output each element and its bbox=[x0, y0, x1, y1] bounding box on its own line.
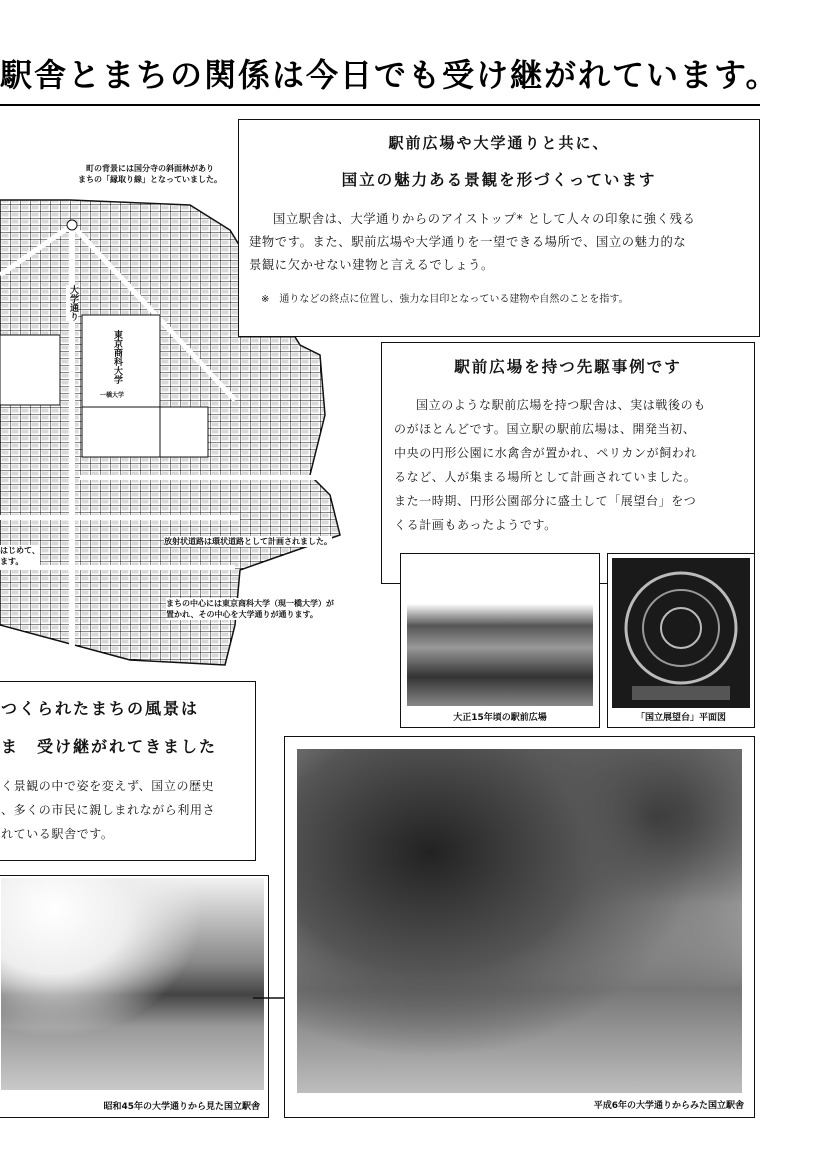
photo-taisho-caption: 大正15年頃の駅前広場 bbox=[453, 713, 547, 723]
photo-plan-image bbox=[612, 558, 750, 708]
landscape-box bbox=[238, 119, 760, 337]
map-label-radial: 放射状道路は環状道路として計画されました。 bbox=[164, 537, 332, 546]
plaza-heading: 駅前広場を持つ先駆事例です bbox=[454, 358, 682, 376]
landscape-body: 国立駅舎は、大学通りからのアイストップ* として人々の印象に強く残る 建物です。また、駅前広場や大学通りを一望できる場所で、国立の魅力的な 景観に欠かせない建物と言えるでしょう。 bbox=[249, 212, 696, 272]
photo-heisei bbox=[284, 736, 755, 1118]
landscape-heading-1: 駅前広場や大学通りと共に、 bbox=[388, 134, 610, 152]
scenery-box bbox=[0, 681, 256, 861]
map-label-left-cut: はじめて、 ます。 bbox=[0, 546, 40, 566]
scenery-body: く景観の中で姿を変えず、国立の歴史 、多くの市民に親しまれながら利用さ れている駅舎です。 bbox=[1, 779, 216, 841]
photo-plan bbox=[607, 553, 755, 728]
photo-showa-image bbox=[1, 878, 264, 1090]
map-label-center: まちの中心には東京商科大学（現一橋大学）が 置かれ、その中心を大学通りが通ります。 bbox=[166, 599, 334, 619]
map-label-university: 東京商科大学 bbox=[112, 330, 122, 384]
photo-showa bbox=[0, 875, 269, 1118]
photo-taisho-image bbox=[407, 560, 593, 706]
scenery-heading-2: ま 受け継がれてきました bbox=[1, 737, 218, 756]
page-title: 駅舎とまちの関係は今日でも受け継がれています。 bbox=[0, 56, 780, 94]
scenery-heading-1: つくられたまちの風景は bbox=[1, 699, 200, 718]
plaza-body: 国立のような駅前広場を持つ駅舎は、実は戦後のも のがほとんどです。国立駅の駅前広場は、開発当初、 中央の円形公園に水禽舎が置かれ、ペリカンが飼われ るなど、人が集まる場所として計画されていました。 また一時期、円形公園部分に盛土して「展望台」をつ くる計画もあったようです。 bbox=[394, 398, 706, 532]
map-label-road: 大学通り bbox=[68, 285, 78, 321]
landscape-note: ※ 通りなどの終点に位置し、強力な目印となっている建物や自然のことを指す。 bbox=[261, 294, 629, 305]
landscape-heading-2: 国立の魅力ある景観を形づくっています bbox=[341, 171, 657, 189]
plan-drawing bbox=[612, 558, 750, 708]
photo-taisho bbox=[400, 553, 600, 728]
photo-plan-caption: 「国立展望台」平面図 bbox=[635, 713, 726, 723]
photo-heisei-image bbox=[297, 749, 742, 1093]
photo-heisei-caption: 平成6年の大学通りからみた国立駅舎 bbox=[593, 1101, 744, 1111]
photo-showa-caption: 昭和45年の大学通りから見た国立駅舎 bbox=[103, 1102, 260, 1112]
title-underline bbox=[0, 104, 760, 106]
map-label-top: 町の背景には国分寺の斜面林があり まちの「縁取り線」となっていました。 bbox=[50, 163, 250, 185]
plaza-box bbox=[381, 342, 755, 584]
map-label-university-sub: 一橋大学 bbox=[100, 392, 125, 399]
